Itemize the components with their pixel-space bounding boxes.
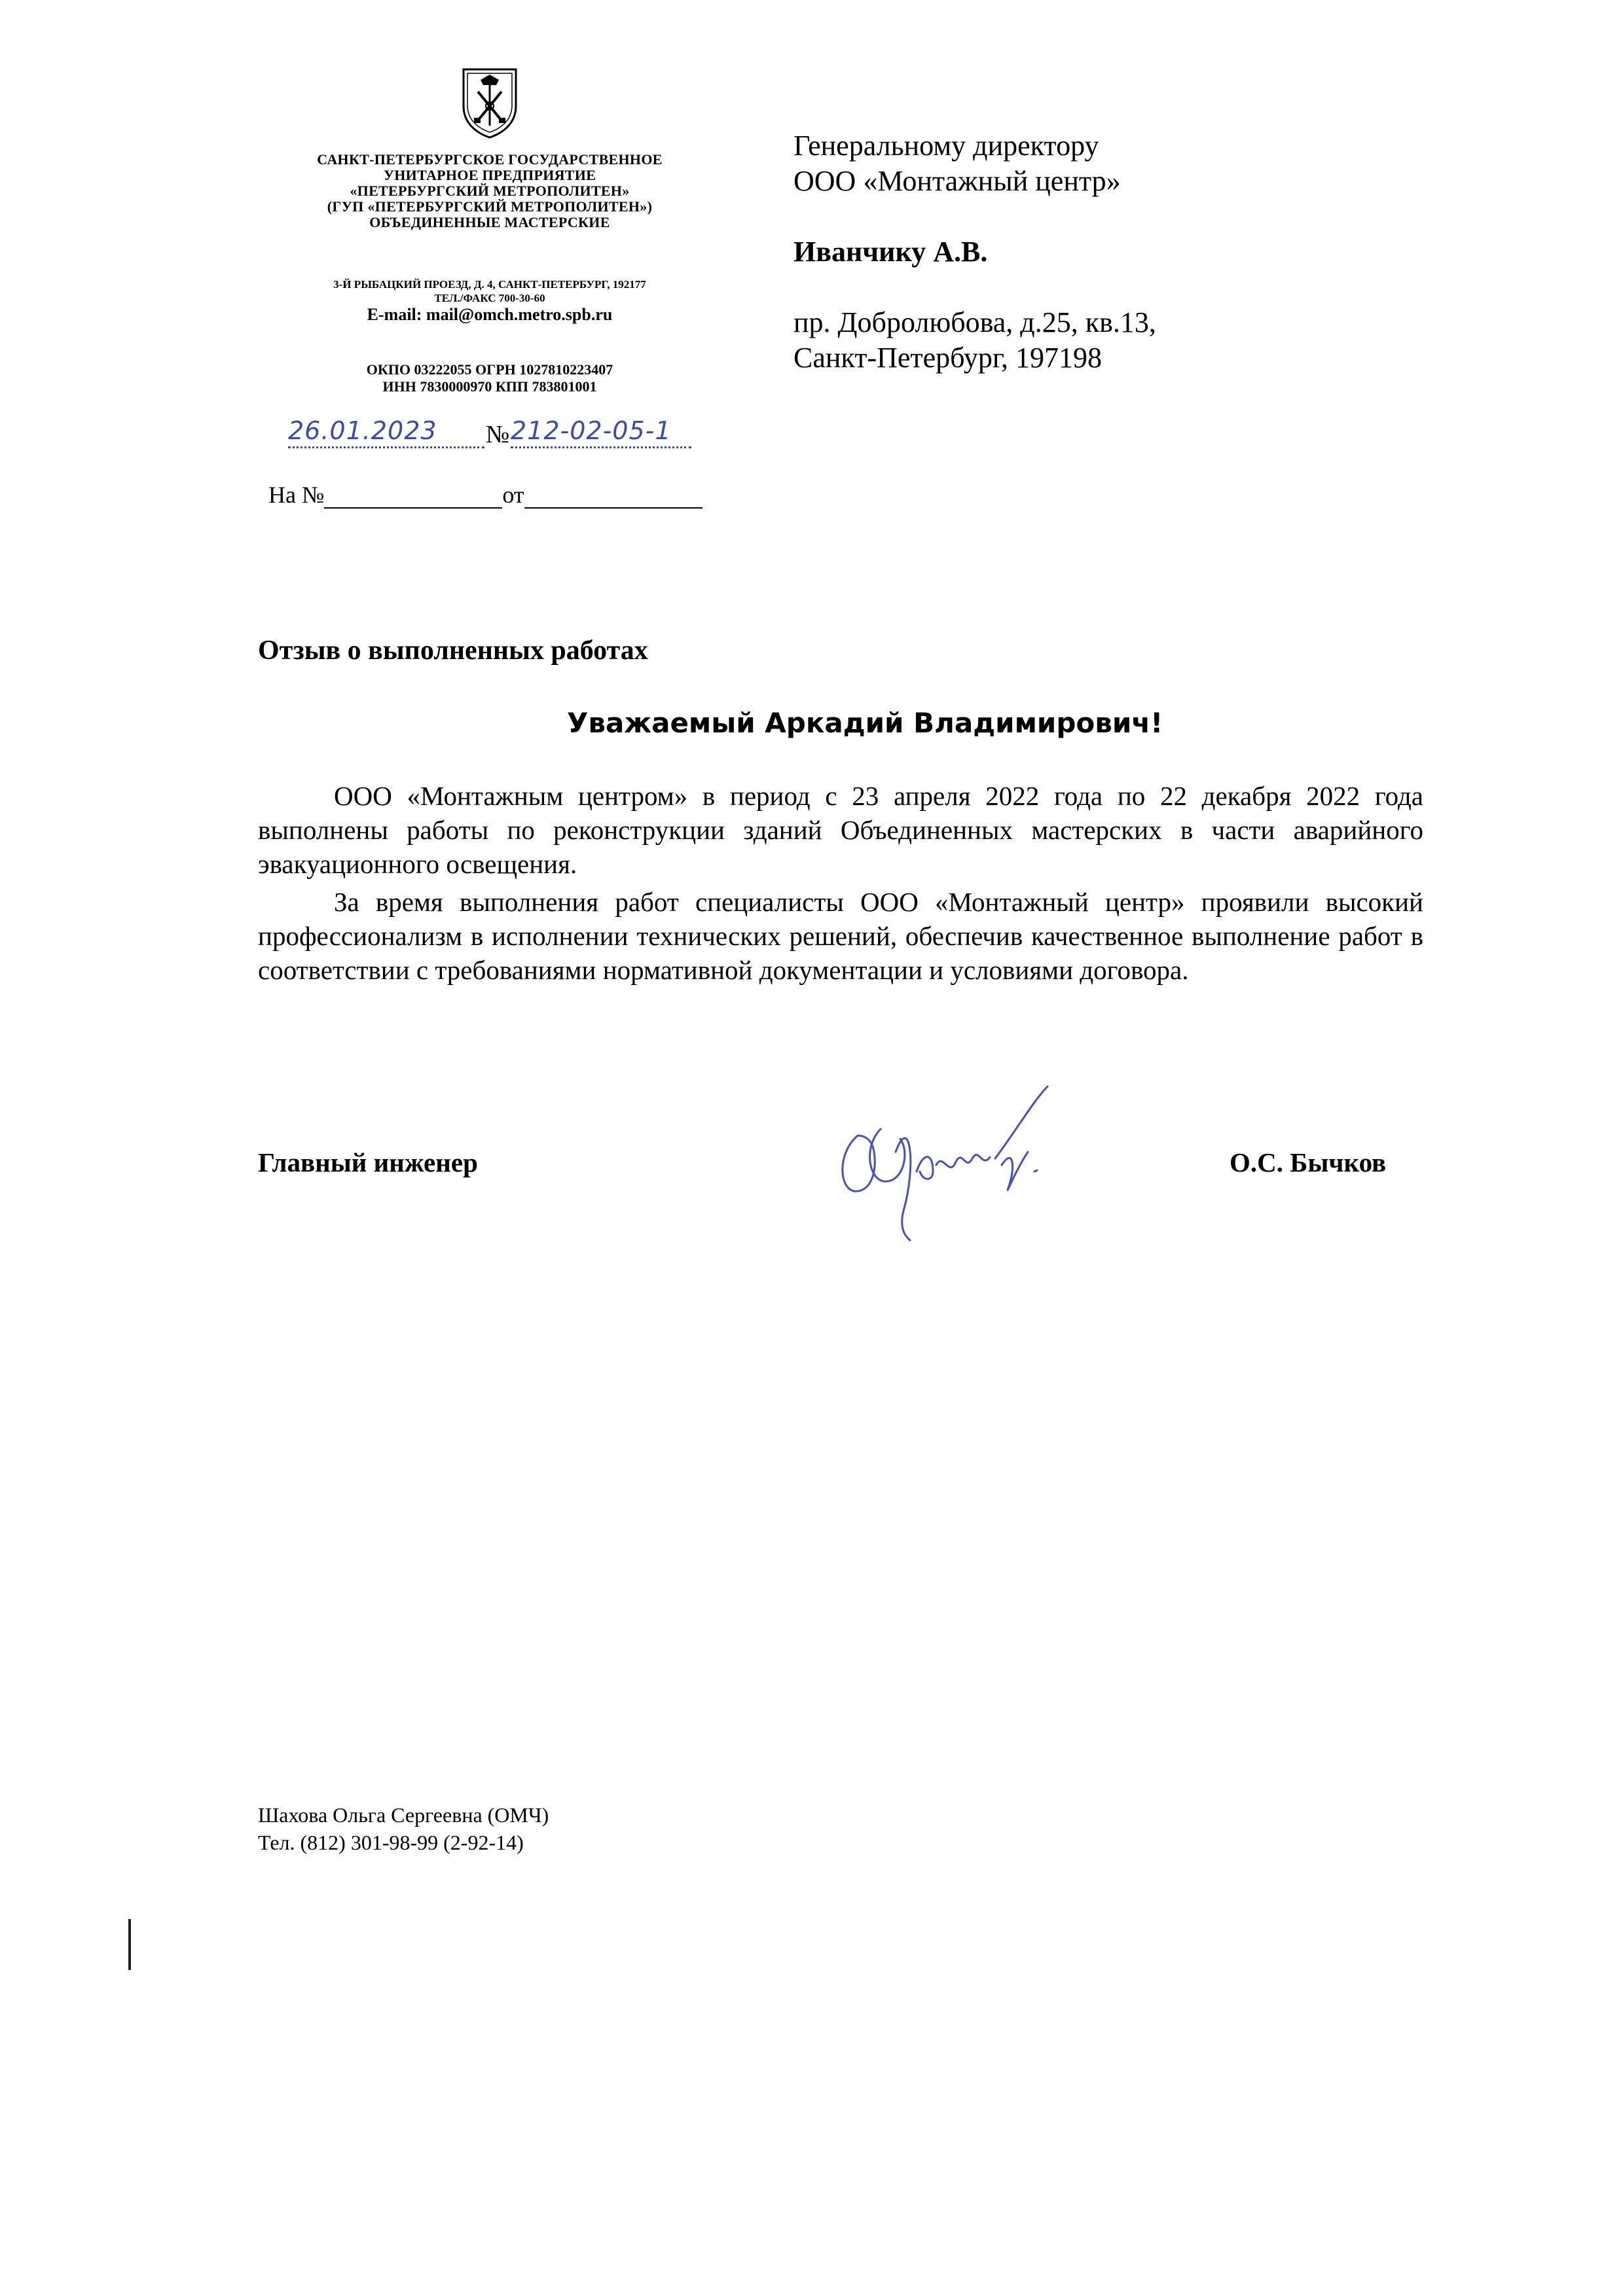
- org-line: САНКТ-ПЕТЕРБУРГСКОЕ ГОСУДАРСТВЕННОЕ: [317, 151, 663, 168]
- outgoing-number: 212-02-05-1: [511, 416, 672, 445]
- executor-phone: Тел. (812) 301-98-99 (2-92-14): [258, 1831, 524, 1854]
- addressee-name: Иванчику А.В.: [793, 236, 988, 268]
- addressee-block: [793, 128, 1156, 376]
- organization-name: [236, 152, 744, 230]
- executor-name: Шахова Ольга Сергеевна (ОМЧ): [258, 1803, 549, 1827]
- org-address: 3-Й РЫБАЦКИЙ ПРОЕЗД, Д. 4, САНКТ-ПЕТЕРБУРГ, 192177: [333, 278, 646, 291]
- organization-contacts: [236, 278, 744, 325]
- number-sign: №: [486, 421, 510, 448]
- organization-codes: [236, 361, 744, 395]
- org-email: E-mail: mail@omch.metro.spb.ru: [367, 305, 613, 324]
- addressee-street: пр. Добролюбова, д.25, кв.13,: [793, 306, 1156, 338]
- executor-block: [258, 1801, 549, 1856]
- org-line: «ПЕТЕРБУРГСКИЙ МЕТРОПОЛИТЕН»: [350, 183, 630, 199]
- org-line: (ГУП «ПЕТЕРБУРГСКИЙ МЕТРОПОЛИТЕН»): [327, 198, 653, 215]
- scan-margin-mark: [128, 1919, 131, 1970]
- org-line: УНИТАРНОЕ ПРЕДПРИЯТИЕ: [383, 167, 596, 183]
- paragraph-1: ООО «Монтажным центром» в период с 23 апреля 2022 года по 22 декабря 2022 года выполнены работы по реконструкции зданий Объединенных мастерских в части аварийного эвакуационного освещения.: [258, 781, 1423, 879]
- addressee-company: ООО «Монтажный центр»: [793, 165, 1121, 197]
- addressee-city: Санкт-Петербург, 197198: [793, 342, 1102, 374]
- number-underline: [511, 446, 691, 448]
- addressee-position: Генеральному директору: [793, 130, 1099, 162]
- ref-number-blank: [324, 486, 502, 509]
- signatory-name: О.С. Бычков: [1230, 1147, 1387, 1177]
- codes-okpo-ogrn: ОКПО 03222055 ОГРН 1027810223407: [366, 361, 613, 378]
- signatory-title: Главный инженер: [258, 1147, 478, 1177]
- org-line: ОБЪЕДИНЕННЫЕ МАСТЕРСКИЕ: [369, 214, 610, 230]
- reference-line: [268, 481, 702, 509]
- handwritten-signature: [818, 1073, 1106, 1250]
- outgoing-date: 26.01.2023: [288, 416, 437, 445]
- paragraph-2: За время выполнения работ специалисты ООО «Монтажный центр» проявили высокий профессионализм в исполнении технических решений, обеспечив качественное выполнение работ в соответствии с требованиями нормативной документации и условиями договора.: [258, 887, 1423, 985]
- ref-prefix: На №: [268, 482, 325, 508]
- codes-inn-kpp: ИНН 7830000970 КПП 783801001: [382, 378, 597, 395]
- salutation: Уважаемый Аркадий Владимирович!: [567, 707, 1163, 739]
- date-underline: [288, 446, 484, 448]
- org-phone: ТЕЛ./ФАКС 700-30-60: [434, 292, 545, 304]
- ref-date-blank: [524, 486, 702, 509]
- letter-subject: Отзыв о выполненных работах: [258, 636, 648, 666]
- coat-of-arms-icon: [458, 65, 521, 139]
- ref-from: от: [502, 482, 524, 508]
